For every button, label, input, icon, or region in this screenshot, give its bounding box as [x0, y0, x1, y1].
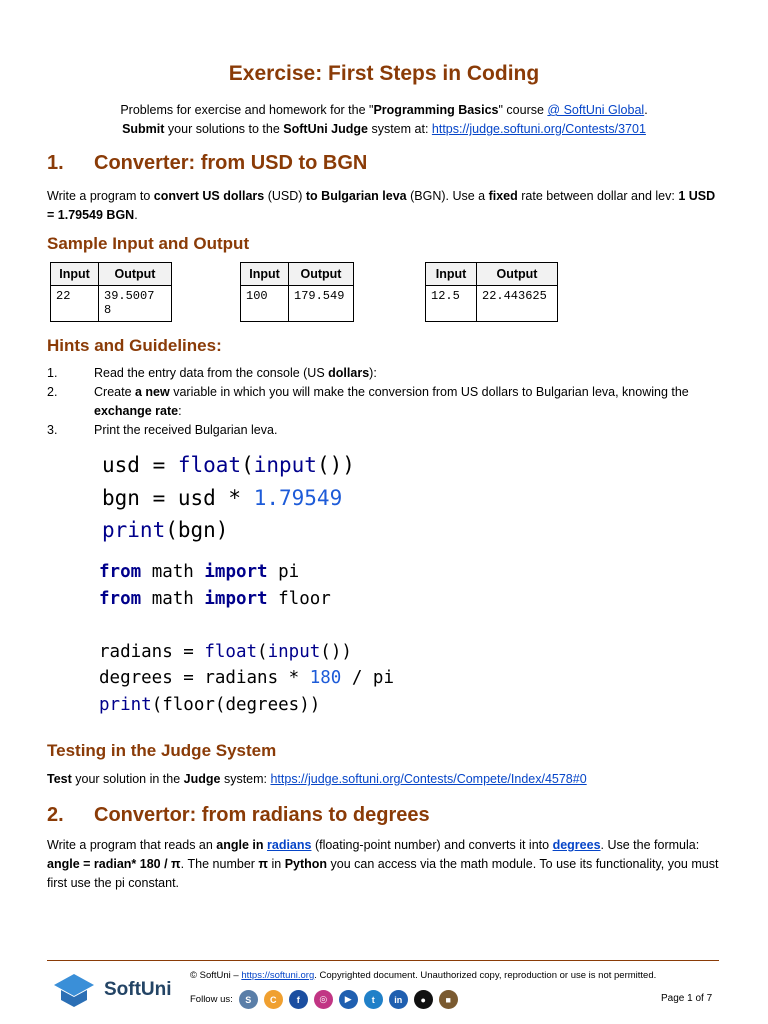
list-item: 3. Print the received Bulgarian leva.: [47, 423, 278, 437]
facebook-icon[interactable]: f: [289, 990, 308, 1009]
code-line: print(floor(degrees)): [99, 694, 321, 715]
testing-text: Test your solution in the Judge system: https://judge.softuni.org/Contests/Compete/Index/4578#0: [47, 772, 587, 786]
degrees-link[interactable]: degrees: [552, 838, 601, 852]
softuni-site-link[interactable]: https://softuni.org: [241, 970, 315, 981]
github-icon[interactable]: ●: [414, 990, 433, 1009]
softuni-global-link[interactable]: @ SoftUni Global: [547, 103, 645, 117]
code-block-usd-bgn: [102, 449, 355, 547]
softuni-icon[interactable]: S: [239, 990, 258, 1009]
sample-table-2: Input Output 100 179.549: [240, 262, 354, 322]
linkedin-icon[interactable]: in: [389, 990, 408, 1009]
sample-io-heading: Sample Input and Output: [47, 234, 250, 253]
code-line: from math import floor: [99, 588, 331, 609]
instagram-icon[interactable]: ◎: [314, 990, 333, 1009]
page-number: Page 1 of 7: [661, 993, 713, 1004]
page-title: Exercise: First Steps in Coding: [228, 62, 540, 85]
sample-table-1: Input Output 22 39.5007 8: [50, 262, 172, 322]
radians-link[interactable]: radians: [267, 838, 312, 852]
footer-divider: [47, 960, 719, 961]
code-line: usd = float(input()): [102, 453, 355, 477]
table-cell-output: 22.443625: [477, 286, 558, 322]
code-line: radians = float(input()): [99, 641, 352, 662]
testing-heading: Testing in the Judge System: [47, 741, 277, 760]
intro-line-1: Problems for exercise and homework for the "Programming Basics" course @ SoftUni Global.: [120, 103, 648, 117]
list-item: 2. Create a new variable in which you will make the conversion from US dollars to Bulgarian leva, knowing the exchange rate:: [47, 385, 689, 418]
code-line: from math import pi: [99, 562, 300, 582]
section-2-description: Write a program that reads an angle in radians (floating-point number) and converts it into degrees. Use the formula: angle = radian* 180 / π. The number π in Python you can access via the math module. To use its functionality, you must first use the pi constant.: [47, 838, 719, 890]
hints-heading: Hints and Guidelines:: [47, 336, 222, 355]
section-1-heading: 1. Converter: from USD to BGN: [47, 152, 368, 174]
intro-line-2: Submit your solutions to the SoftUni Judge system at: https://judge.softuni.org/Contests/3701: [122, 122, 646, 136]
sample-table-3: Input Output 12.5 22.443625: [425, 262, 558, 322]
table-cell-output: 39.5007 8: [99, 286, 172, 322]
table-cell-output: 179.549: [289, 286, 354, 322]
hints-list: [47, 364, 722, 440]
twitter-icon[interactable]: t: [364, 990, 383, 1009]
follow-us-label: Follow us:: [190, 994, 233, 1005]
softuni-foundation-icon[interactable]: ■: [439, 990, 458, 1009]
section-2-heading: 2. Convertor: from radians to degrees: [47, 804, 430, 826]
intro: [0, 101, 768, 139]
judge-compete-link[interactable]: https://judge.softuni.org/Contests/Compete/Index/4578#0: [270, 772, 587, 786]
judge-contest-link[interactable]: https://judge.softuni.org/Contests/3701: [431, 122, 646, 136]
youtube-icon[interactable]: ▶: [339, 990, 358, 1009]
table-cell-input: 100: [241, 286, 289, 322]
code-line-blank: [99, 612, 394, 639]
table-cell-input: 12.5: [426, 286, 477, 322]
code-block-radians: [99, 559, 394, 718]
code-line: bgn = usd * 1.79549: [102, 485, 343, 510]
copyright-text: © SoftUni – https://softuni.org. Copyrighted document. Unauthorized copy, reproduction or use is not permitted.: [190, 970, 657, 981]
softuni-creative-icon[interactable]: C: [264, 990, 283, 1009]
code-line: print(bgn): [102, 518, 229, 542]
section-1-description: Write a program to convert US dollars (USD) to Bulgarian leva (BGN). Use a fixed rate between dollar and lev: 1 USD = 1.79549 BGN.: [47, 189, 716, 222]
softuni-logo-text: SoftUni: [104, 979, 172, 1000]
list-item: 1. Read the entry data from the console (US dollars):: [47, 366, 377, 380]
social-links: [190, 990, 464, 1009]
code-line: degrees = radians * 180 / pi: [99, 668, 395, 688]
table-cell-input: 22: [51, 286, 99, 322]
